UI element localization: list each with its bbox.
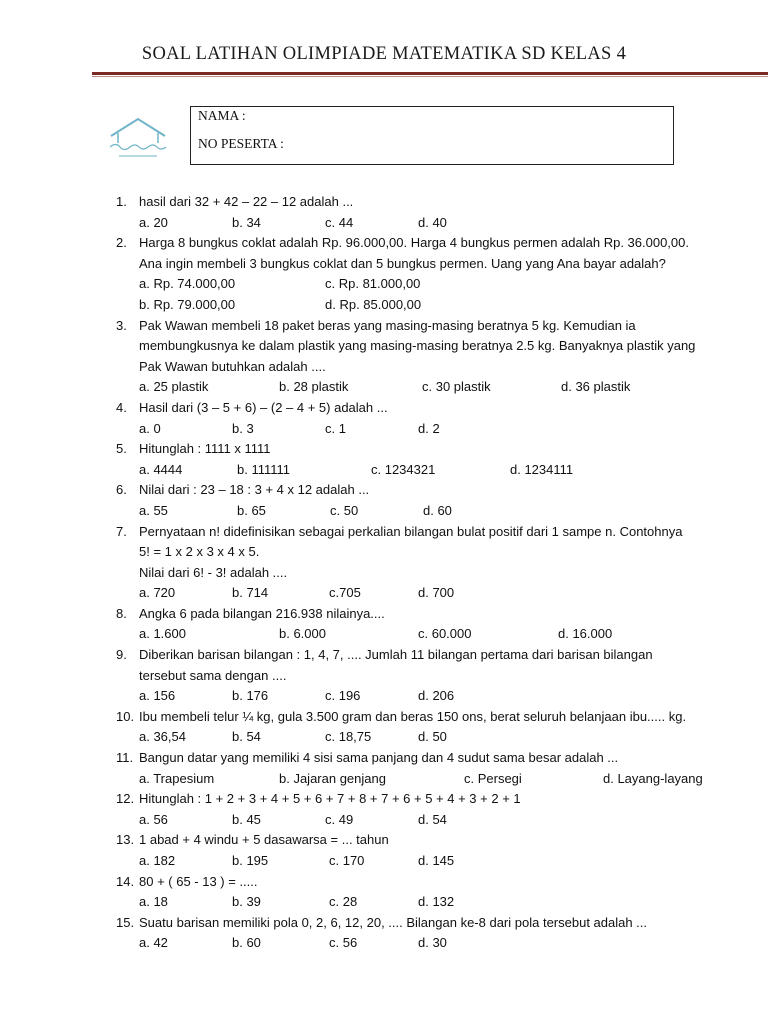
- answer-option: d. 2: [418, 420, 440, 436]
- question-text: Pak Wawan membeli 18 paket beras yang masing-masing beratnya 5 kg. Kemudian ia: [139, 317, 636, 333]
- answer-option: d. 60: [423, 502, 452, 518]
- answer-option: c. 44: [325, 214, 354, 230]
- answer-options-row: [0, 727, 768, 748]
- question-number: 3.: [116, 317, 127, 333]
- question-text: membungkusnya ke dalam plastik yang masing-masing beratnya 2.5 kg. Banyaknya plastik yang: [139, 338, 696, 354]
- answer-option: d. 40: [418, 214, 447, 230]
- question-number: 11.: [116, 750, 134, 766]
- question-number: 5.: [116, 441, 127, 457]
- answer-option: c. 50: [330, 502, 359, 518]
- answer-options-row: [0, 274, 768, 295]
- question-number: 10.: [116, 708, 135, 724]
- answer-option: b. 176: [232, 688, 269, 704]
- answer-option: b. 54: [232, 729, 261, 745]
- question-text: 1 abad + 4 windu + 5 dasawarsa = ... tahun: [139, 832, 389, 848]
- answer-option: a. Rp. 74.000,00: [139, 276, 236, 292]
- answer-option: d. 16.000: [558, 626, 613, 642]
- question-text: Suatu barisan memiliki pola 0, 2, 6, 12, 20, .... Bilangan ke-8 dari pola tersebut adalah ...: [139, 914, 648, 930]
- question-text: Nilai dari : 23 – 18 : 3 + 4 x 12 adalah ...: [139, 482, 370, 498]
- answer-option: a. 0: [139, 420, 161, 436]
- answer-option: d. 36 plastik: [561, 379, 631, 395]
- question-number: 15.: [116, 914, 135, 930]
- answer-options-row: [0, 933, 768, 954]
- answer-option: a. 56: [139, 811, 168, 827]
- answer-option: c.705: [329, 585, 361, 601]
- question-text: Hitunglah : 1111 x 1111: [139, 441, 271, 457]
- answer-option: c. 170: [329, 853, 365, 868]
- answer-option: d. 145: [418, 853, 455, 868]
- answer-option: b. 6.000: [279, 626, 326, 642]
- question-text: Diberikan barisan bilangan : 1, 4, 7, .... Jumlah 11 bilangan pertama dari barisan bilangan: [139, 647, 653, 663]
- answer-option: c. Rp. 81.000,00: [325, 276, 421, 292]
- title-divider: [92, 72, 768, 75]
- answer-option: c. 30 plastik: [422, 379, 491, 395]
- student-id-box: [190, 106, 674, 165]
- question-text: Hitunglah : 1 + 2 + 3 + 4 + 5 + 6 + 7 + 8 + 7 + 6 + 5 + 4 + 3 + 2 + 1: [139, 791, 521, 807]
- question-text: Ana ingin membeli 3 bungkus coklat dan 5 bungkus permen. Uang yang Ana bayar adalah?: [139, 255, 666, 271]
- answer-option: b. 39: [232, 894, 261, 910]
- question-text: Ibu membeli telur ¼ kg, gula 3.500 gram dan beras 150 ons, berat seluruh belanjaan ibu..... kg.: [139, 708, 687, 724]
- question-number: 6.: [116, 482, 127, 498]
- answer-option: a. 4444: [139, 461, 183, 477]
- answer-option: a. 55: [139, 502, 168, 518]
- answer-option: b. 195: [232, 853, 269, 868]
- answer-option: d. 30: [418, 935, 447, 951]
- question-list: [0, 192, 768, 954]
- question-line: [0, 872, 768, 893]
- question-line: [0, 398, 768, 419]
- question-text: Bangun datar yang memiliki 4 sisi sama panjang dan 4 sudut sama besar adalah ...: [139, 750, 619, 766]
- answer-option: c. 1234321: [371, 461, 436, 477]
- answer-option: c. 196: [325, 688, 361, 704]
- answer-options-row: [0, 892, 768, 913]
- question-line: [0, 233, 768, 254]
- question-text: 5! = 1 x 2 x 3 x 4 x 5.: [139, 544, 260, 560]
- question-text: Pak Wawan butuhkan adalah ....: [139, 358, 326, 374]
- question-text: Angka 6 pada bilangan 216.938 nilainya....: [139, 605, 385, 621]
- question-line: [0, 357, 768, 378]
- answer-option: b. 3: [232, 420, 254, 436]
- question-number: 9.: [116, 647, 127, 663]
- answer-options-row: [0, 624, 768, 645]
- question-text: 80 + ( 65 - 13 ) = .....: [139, 873, 258, 889]
- answer-option: d. 206: [418, 688, 455, 704]
- no-peserta-label: NO PESERTA :: [198, 136, 284, 151]
- question-line: [0, 789, 768, 810]
- question-line: [0, 830, 768, 851]
- answer-option: c. 1: [325, 420, 346, 436]
- question-text: Pernyataan n! didefinisikan sebagai perkalian bilangan bulat positif dari 1 sampe n. Contohnya: [139, 523, 683, 539]
- question-line: [0, 336, 768, 357]
- question-number: 13.: [116, 832, 135, 848]
- answer-option: d. 132: [418, 894, 455, 910]
- answer-option: a. 720: [139, 585, 176, 601]
- answer-options-row: [0, 810, 768, 831]
- title-divider-thin: [92, 76, 768, 77]
- answer-option: a. 18: [139, 894, 168, 910]
- question-line: [0, 542, 768, 563]
- question-line: [0, 254, 768, 275]
- question-text: Harga 8 bungkus coklat adalah Rp. 96.000,00. Harga 4 bungkus permen adalah Rp. 36.000,00.: [139, 235, 689, 251]
- question-line: [0, 604, 768, 625]
- answer-option: c. Persegi: [464, 770, 522, 786]
- answer-option: a. 20: [139, 214, 168, 230]
- question-text: Nilai dari 6! - 3! adalah ....: [139, 564, 288, 580]
- answer-option: a. 42: [139, 935, 168, 951]
- answer-options-row: [0, 419, 768, 440]
- question-line: [0, 563, 768, 584]
- question-number: 1.: [116, 194, 127, 209]
- answer-option: a. 36,54: [139, 729, 186, 745]
- answer-option: a. 1.600: [139, 626, 186, 642]
- question-number: 2.: [116, 235, 127, 251]
- answer-option: c. 18,75: [325, 729, 372, 745]
- answer-option: a. Trapesium: [139, 770, 215, 786]
- answer-option: a. 156: [139, 688, 176, 704]
- answer-option: b. 28 plastik: [279, 379, 349, 395]
- answer-option: d. 1234111: [510, 461, 574, 477]
- question-line: [0, 480, 768, 501]
- question-line: [0, 522, 768, 543]
- question-number: 14.: [116, 873, 135, 889]
- answer-option: d. 50: [418, 729, 447, 745]
- answer-options-row: [0, 769, 768, 790]
- answer-option: d. Rp. 85.000,00: [325, 296, 422, 312]
- answer-option: b. 65: [237, 502, 266, 518]
- answer-option: c. 49: [325, 811, 354, 827]
- house-roof-logo-icon: [105, 114, 171, 162]
- answer-options-row: [0, 213, 768, 234]
- answer-option: b. 45: [232, 811, 261, 827]
- question-text: Hasil dari (3 – 5 + 6) – (2 – 4 + 5) adalah ...: [139, 399, 388, 415]
- question-text: hasil dari 32 + 42 – 22 – 12 adalah ...: [139, 194, 354, 209]
- question-line: [0, 707, 768, 728]
- answer-option: d. 700: [418, 585, 455, 601]
- answer-options-row: [0, 686, 768, 707]
- answer-option: d. Layang-layang: [603, 770, 703, 786]
- answer-option: c. 60.000: [418, 626, 472, 642]
- answer-options-row: [0, 377, 768, 398]
- question-text: tersebut sama dengan ....: [139, 667, 287, 683]
- answer-option: d. 54: [418, 811, 447, 827]
- answer-options-row: [0, 851, 768, 872]
- answer-option: b. 60: [232, 935, 261, 951]
- question-number: 8.: [116, 605, 127, 621]
- answer-options-row: [0, 460, 768, 481]
- answer-options-row: [0, 501, 768, 522]
- answer-option: a. 25 plastik: [139, 379, 209, 395]
- question-line: [0, 316, 768, 337]
- question-line: [0, 666, 768, 687]
- answer-option: b. 111111: [237, 461, 291, 477]
- page-title: SOAL LATIHAN OLIMPIADE MATEMATIKA SD KELAS 4: [141, 44, 627, 64]
- nama-label: NAMA :: [198, 108, 246, 123]
- question-number: 12.: [116, 791, 135, 807]
- answer-option: b. Jajaran genjang: [279, 770, 386, 786]
- answer-option: c. 28: [329, 894, 358, 910]
- answer-option: a. 182: [139, 853, 176, 868]
- answer-options-row: [0, 295, 768, 316]
- question-line: [0, 748, 768, 769]
- question-line: [0, 439, 768, 460]
- answer-option: c. 56: [329, 935, 358, 951]
- answer-option: b. 714: [232, 585, 269, 601]
- question-number: 4.: [116, 399, 127, 415]
- answer-option: b. Rp. 79.000,00: [139, 296, 236, 312]
- question-line: [0, 645, 768, 666]
- answer-option: b. 34: [232, 214, 261, 230]
- question-number: 7.: [116, 523, 127, 539]
- answer-options-row: [0, 583, 768, 604]
- question-line: [0, 913, 768, 934]
- question-line: [0, 192, 768, 213]
